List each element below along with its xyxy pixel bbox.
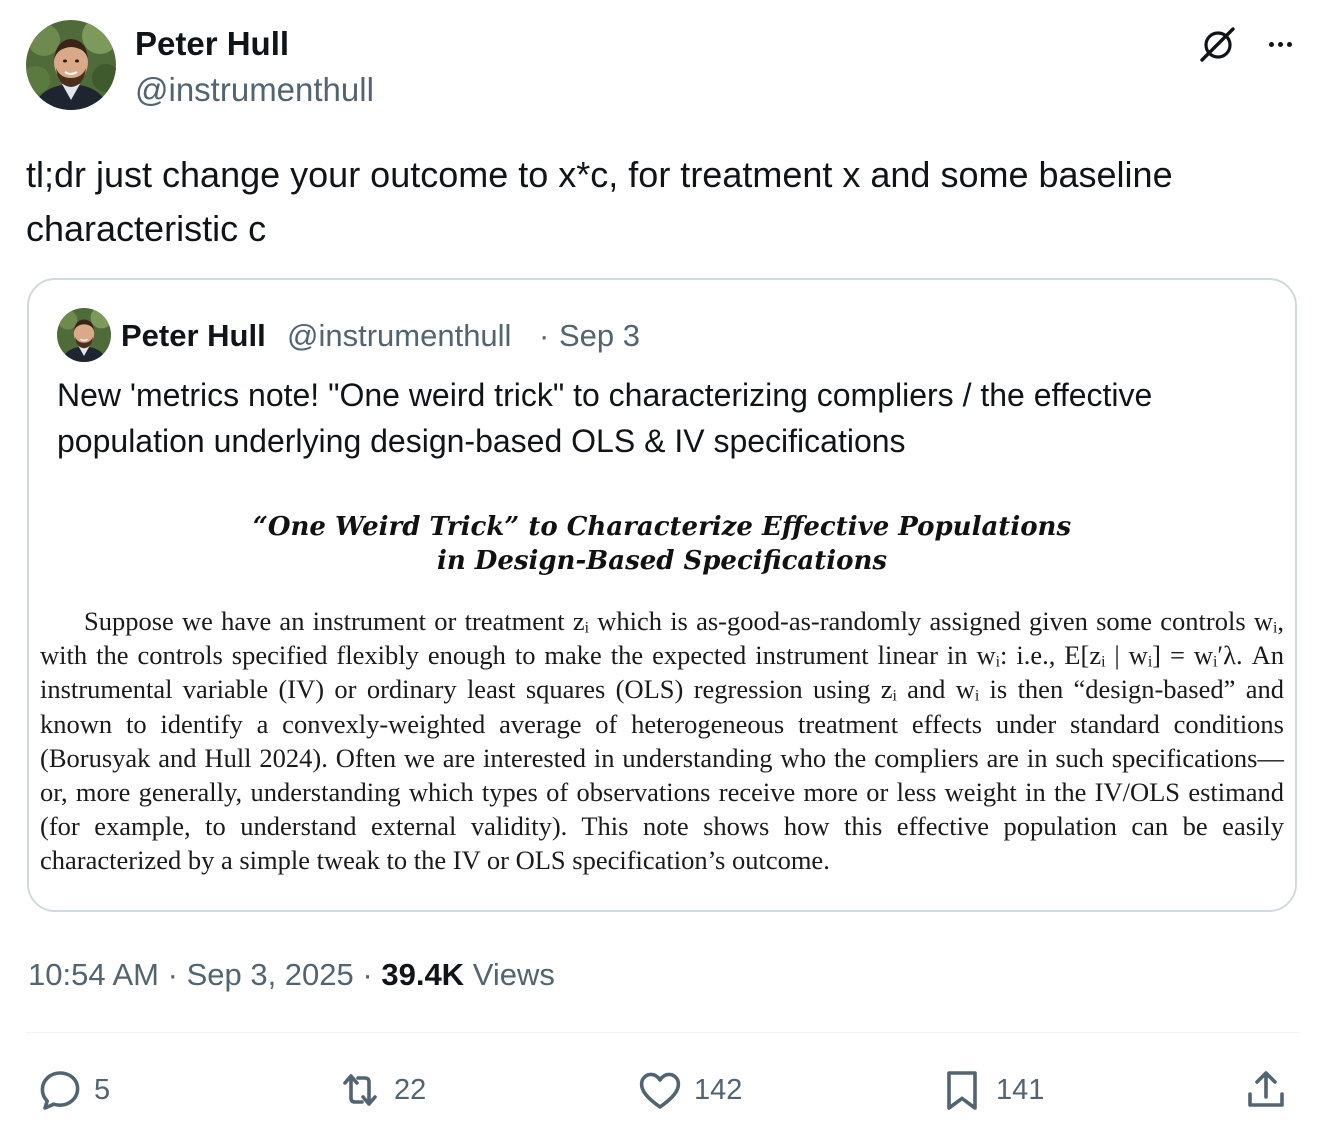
bookmark-count: 141	[996, 1073, 1045, 1106]
views-label: Views	[472, 957, 555, 992]
quoted-separator: ·	[539, 318, 550, 353]
reply-icon	[36, 1066, 84, 1114]
bookmark-button[interactable]	[938, 1064, 1044, 1116]
quoted-text: New 'metrics note! "One weird trick" to characterizing compliers / the effective population underlying design-based OLS & IV specifications	[57, 377, 1153, 459]
tweet-metadata	[28, 953, 555, 997]
repost-icon	[336, 1066, 384, 1114]
paper-body	[40, 604, 1284, 878]
quoted-author-avatar[interactable]	[57, 308, 111, 362]
like-count: 142	[694, 1073, 743, 1106]
repost-count: 22	[394, 1073, 427, 1106]
reply-count: 5	[94, 1073, 111, 1106]
paper-image[interactable]	[29, 492, 1295, 912]
quoted-date[interactable]: Sep 3	[559, 318, 641, 353]
paper-title-line2: in Design-Based Specifications	[436, 546, 888, 576]
tweet-text: tl;dr just change your outcome to x*c, for treatment x and some baseline characteristic c	[26, 154, 1173, 249]
like-button[interactable]	[636, 1064, 742, 1116]
views-count: 39.4K	[381, 957, 465, 992]
reply-button[interactable]	[36, 1064, 110, 1116]
paper-title	[29, 510, 1295, 578]
repost-button[interactable]	[336, 1064, 426, 1116]
paper-paragraph: Suppose we have an instrument or treatment zᵢ which is as-good-as-randomly assigned given some controls wᵢ, with the controls specified flexibly enough to make the expected instrument linear in wᵢ: i.e., E[zᵢ | wᵢ] = wᵢ′λ. An instrumental variable (IV) or ordinary least squares (OLS) regression using zᵢ and wᵢ is then “design-based” and known to identify a convexly-weighted average of heterogeneous treatment effects under standard conditions (Borusyak and Hull 2024). Often we are interested in understanding who the compliers are in such specifications—or, more generally, understanding which types of observations receive more or less weight in the IV/OLS estimand (for example, to understand external validity). This note shows how this effective population can be easily characterized by a simple tweak to the IV or OLS specification’s outcome.	[40, 606, 1284, 876]
paper-title-line1: “One Weird Trick” to Characterize Effective Populations	[252, 512, 1072, 542]
meta-separator: ·	[362, 957, 373, 992]
author-handle[interactable]: @instrumenthull	[135, 71, 374, 108]
grok-icon[interactable]	[1196, 24, 1240, 64]
quoted-author-name[interactable]: Peter Hull	[121, 318, 266, 353]
tweet-time[interactable]: 10:54 AM	[28, 957, 159, 992]
quoted-tweet[interactable]	[27, 278, 1297, 912]
divider	[26, 1032, 1300, 1033]
tweet-date[interactable]: Sep 3, 2025	[186, 957, 354, 992]
like-icon	[636, 1066, 684, 1114]
meta-separator: ·	[167, 957, 178, 992]
author-name[interactable]: Peter Hull	[135, 25, 290, 62]
more-icon[interactable]	[1258, 24, 1302, 64]
bookmark-icon	[938, 1066, 986, 1114]
author-avatar[interactable]	[26, 20, 116, 110]
quoted-author-handle[interactable]: @instrumenthull	[287, 318, 512, 353]
share-icon	[1242, 1066, 1290, 1114]
share-button[interactable]	[1242, 1064, 1290, 1116]
